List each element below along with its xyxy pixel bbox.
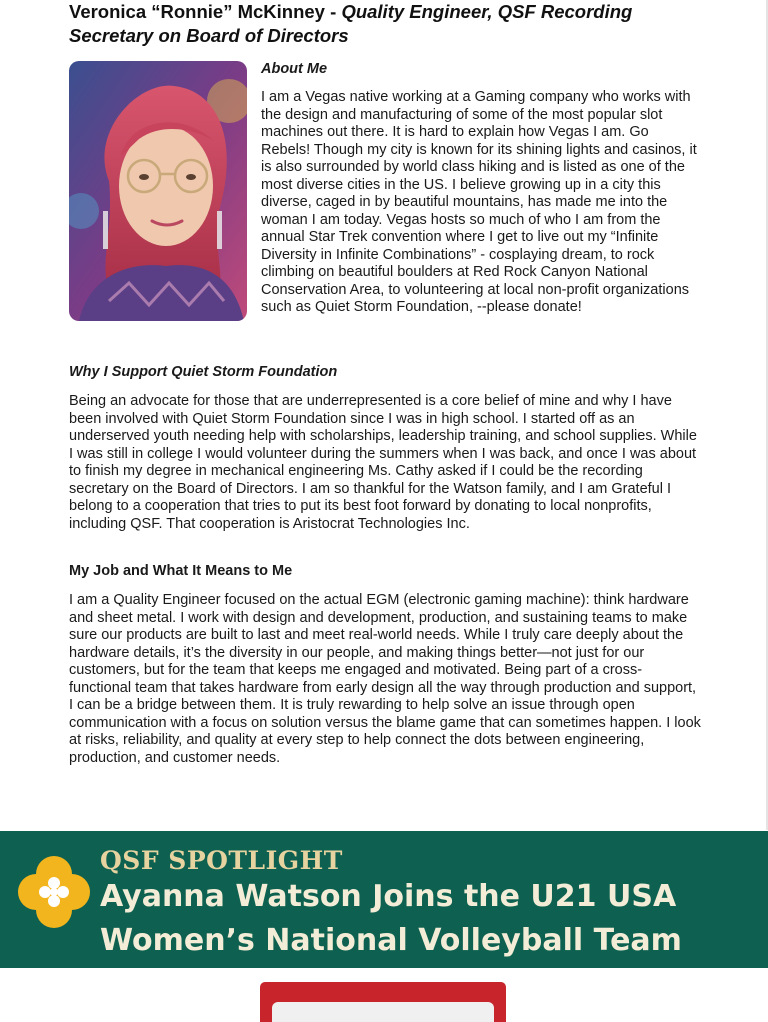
about-me-heading: About Me — [261, 61, 328, 77]
spotlight-kicker: QSF SPOTLIGHT — [100, 846, 343, 875]
spotlight-headline[interactable]: Ayanna Watson Joins the U21 USA Women’s National Volleyball Team — [100, 879, 682, 958]
portrait-illustration — [69, 61, 247, 321]
spotlight-banner[interactable] — [0, 831, 768, 968]
profile-name: Veronica “Ronnie” McKinney — [69, 1, 325, 22]
profile-role: Quality Engineer, QSF Recording Secretary on Board of Directors — [69, 1, 633, 46]
clover-flower-icon — [16, 854, 92, 935]
article-image-preview[interactable] — [260, 982, 506, 1022]
profile-photo — [69, 61, 247, 321]
profile-heading — [69, 0, 669, 48]
about-me-text: I am a Vegas native working at a Gaming company who works with the design and manufacturing of some of the most popular slot machines out there. It is hard to explain how Vegas I am. Go Rebels! Though my city is known for its shining lights and casinos, it is also surrounded by world class hiking and is listed as one of the most diverse cities in the US. I believe growing up in a city this diverse, caged in by beautiful mountains, has made me into the woman I am today. Vegas hosts so much of who I am from the annual Star Trek convention where I get to live out my “Infinite Diversity in Infinite Combinations” - cosplaying dream, to rock climbing on beautiful boulders at Red Rock Canyon National Conservation Area, to volunteering at local non-profit organizations such as Quiet Storm Foundation, --please donate! — [261, 89, 697, 315]
why-support-text: Being an advocate for those that are underrepresented is a core belief of mine and why I have been involved with Quiet Storm Foundation since I was in high school. I started off as an underserved youth needing help with scholarships, leadership training, and school supplies. While I was still in college I would volunteer during the summers when I was back, and once I was about to finish my degree in mechanical engineering Ms. Cathy asked if I could be the recording secretary on the Board of Directors. I am so thankful for the Watson family, and I am Grateful I belong to a cooperation that tries to put its best foot forward by donating to local nonprofits, including QSF. That cooperation is Aristocrat Technologies Inc. — [69, 393, 697, 532]
article-image-inner — [272, 1002, 494, 1022]
why-support-heading: Why I Support Quiet Storm Foundation — [69, 364, 338, 380]
heading-separator: - — [324, 1, 342, 22]
my-job-text: I am a Quality Engineer focused on the actual EGM (electronic gaming machine): think hardware and sheet metal. I work with design and development, production, and sustaining teams to make sure our products are built to last and meet real-world needs. While I truly care deeply about the hardware details, it’s the diversity in our people, and making things better—not just for our customers, but for the team that keeps me engaged and motivated. Being part of a cross-functional team that takes hardware from early design all the way through production and support, I can be a bridge between them. It is truly rewarding to help solve an issue through open communication with a focus on solution versus the blame game that can sometimes happen. I look at risks, reliability, and quality at every step to help connect the dots between engineering, production, and customer needs. — [69, 592, 701, 766]
my-job-heading: My Job and What It Means to Me — [69, 563, 293, 579]
